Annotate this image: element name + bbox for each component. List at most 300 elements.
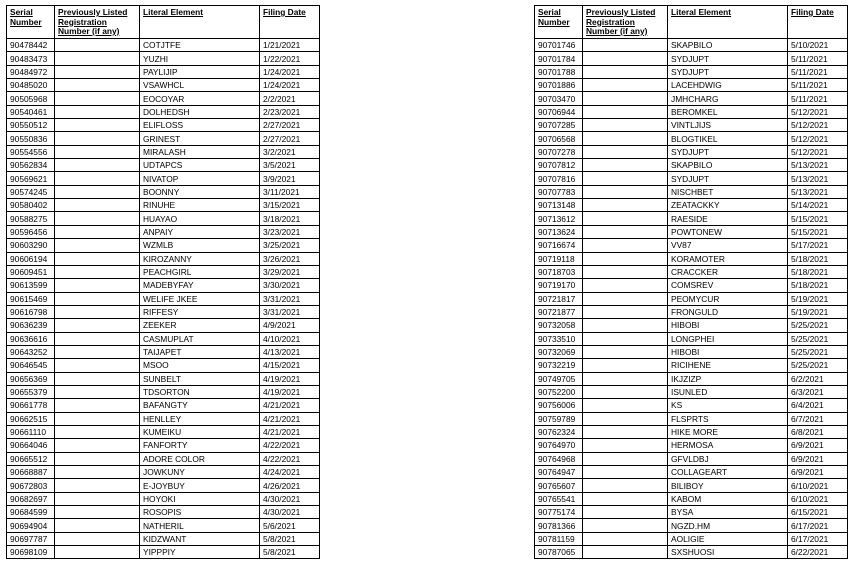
previous-registration-cell xyxy=(583,39,668,52)
literal-element-cell: JOWKUNY xyxy=(140,466,260,479)
previous-registration-cell xyxy=(55,479,140,492)
table-row xyxy=(7,65,320,78)
serial-number-cell: 90764947 xyxy=(535,466,583,479)
literal-element-cell: SYDJUPT xyxy=(668,145,788,158)
left-registration-table xyxy=(6,5,320,559)
table-row xyxy=(535,319,848,332)
previous-registration-cell xyxy=(55,52,140,65)
filing-date-cell: 5/11/2021 xyxy=(788,92,848,105)
filing-date-cell: 4/15/2021 xyxy=(260,359,320,372)
serial-number-cell: 90756006 xyxy=(535,399,583,412)
filing-date-cell: 2/2/2021 xyxy=(260,92,320,105)
table-row xyxy=(7,332,320,345)
literal-element-cell: SYDJUPT xyxy=(668,172,788,185)
serial-number-cell: 90759789 xyxy=(535,412,583,425)
serial-number-cell: 90484972 xyxy=(7,65,55,78)
previous-registration-cell xyxy=(583,479,668,492)
previous-registration-cell xyxy=(583,332,668,345)
literal-element-cell: AOLIGIE xyxy=(668,532,788,545)
table-row xyxy=(7,319,320,332)
filing-date-cell: 6/9/2021 xyxy=(788,452,848,465)
table-row xyxy=(7,225,320,238)
table-row xyxy=(535,92,848,105)
previous-registration-cell xyxy=(55,492,140,505)
literal-element-cell: TAIJAPET xyxy=(140,345,260,358)
literal-element-cell: BEROMKEL xyxy=(668,105,788,118)
literal-element-cell: LONGPHEI xyxy=(668,332,788,345)
filing-date-cell: 3/30/2021 xyxy=(260,279,320,292)
literal-element-cell: SUNBELT xyxy=(140,372,260,385)
literal-element-cell: HIBOBI xyxy=(668,319,788,332)
table-row xyxy=(7,359,320,372)
serial-number-cell: 90682697 xyxy=(7,492,55,505)
serial-number-cell: 90716674 xyxy=(535,239,583,252)
previous-registration-cell xyxy=(583,212,668,225)
literal-element-cell: ZEEKER xyxy=(140,319,260,332)
literal-element-cell: HERMOSA xyxy=(668,439,788,452)
previous-registration-cell xyxy=(55,185,140,198)
literal-element-cell: RINUHE xyxy=(140,199,260,212)
filing-date-cell: 5/25/2021 xyxy=(788,345,848,358)
table-row xyxy=(7,305,320,318)
serial-number-cell: 90701788 xyxy=(535,65,583,78)
serial-number-cell: 90752200 xyxy=(535,385,583,398)
serial-number-cell: 90701784 xyxy=(535,52,583,65)
literal-element-cell: HIBOBI xyxy=(668,345,788,358)
table-row xyxy=(535,466,848,479)
filing-date-cell: 6/15/2021 xyxy=(788,506,848,519)
previous-registration-cell xyxy=(55,305,140,318)
table-row xyxy=(7,252,320,265)
previous-registration-cell xyxy=(583,225,668,238)
previous-registration-cell xyxy=(583,546,668,559)
table-row xyxy=(535,439,848,452)
left-table-body xyxy=(7,39,320,559)
serial-number-cell: 90719170 xyxy=(535,279,583,292)
serial-number-cell: 90749705 xyxy=(535,372,583,385)
literal-element-cell: NIVATOP xyxy=(140,172,260,185)
previous-registration-cell xyxy=(55,39,140,52)
serial-number-cell: 90701886 xyxy=(535,79,583,92)
serial-number-cell: 90713148 xyxy=(535,199,583,212)
filing-date-cell: 2/27/2021 xyxy=(260,119,320,132)
previous-registration-cell xyxy=(583,359,668,372)
table-row xyxy=(7,452,320,465)
serial-number-cell: 90707285 xyxy=(535,119,583,132)
filing-date-cell: 3/29/2021 xyxy=(260,265,320,278)
filing-date-cell: 3/5/2021 xyxy=(260,159,320,172)
literal-element-cell: FANFORTY xyxy=(140,439,260,452)
literal-element-cell: SYDJUPT xyxy=(668,65,788,78)
header-serial-number: Serial Number xyxy=(7,6,55,39)
table-row xyxy=(535,132,848,145)
serial-number-cell: 90665512 xyxy=(7,452,55,465)
table-row xyxy=(535,385,848,398)
literal-element-cell: RIFFESY xyxy=(140,305,260,318)
serial-number-cell: 90707812 xyxy=(535,159,583,172)
serial-number-cell: 90580402 xyxy=(7,199,55,212)
table-row xyxy=(535,52,848,65)
serial-number-cell: 90609451 xyxy=(7,265,55,278)
serial-number-cell: 90707783 xyxy=(535,185,583,198)
header-previous-registration: Previously Listed Registration Number (if any) xyxy=(55,6,140,39)
filing-date-cell: 5/15/2021 xyxy=(788,212,848,225)
header-literal-element: Literal Element xyxy=(140,6,260,39)
previous-registration-cell xyxy=(55,399,140,412)
previous-registration-cell xyxy=(583,532,668,545)
serial-number-cell: 90713612 xyxy=(535,212,583,225)
filing-date-cell: 4/19/2021 xyxy=(260,385,320,398)
filing-date-cell: 4/10/2021 xyxy=(260,332,320,345)
previous-registration-cell xyxy=(583,105,668,118)
serial-number-cell: 90574245 xyxy=(7,185,55,198)
table-row xyxy=(535,492,848,505)
table-row xyxy=(7,345,320,358)
filing-date-cell: 3/9/2021 xyxy=(260,172,320,185)
table-row xyxy=(7,492,320,505)
literal-element-cell: HUAYAO xyxy=(140,212,260,225)
header-row xyxy=(7,6,320,39)
serial-number-cell: 90765541 xyxy=(535,492,583,505)
filing-date-cell: 4/22/2021 xyxy=(260,452,320,465)
filing-date-cell: 5/12/2021 xyxy=(788,132,848,145)
literal-element-cell: KUMEIKU xyxy=(140,425,260,438)
table-row xyxy=(535,345,848,358)
filing-date-cell: 4/19/2021 xyxy=(260,372,320,385)
serial-number-cell: 90616798 xyxy=(7,305,55,318)
filing-date-cell: 5/18/2021 xyxy=(788,252,848,265)
literal-element-cell: VINTLJIJS xyxy=(668,119,788,132)
previous-registration-cell xyxy=(55,519,140,532)
filing-date-cell: 4/21/2021 xyxy=(260,425,320,438)
table-row xyxy=(7,425,320,438)
filing-date-cell: 3/18/2021 xyxy=(260,212,320,225)
previous-registration-cell xyxy=(55,159,140,172)
table-row xyxy=(535,212,848,225)
serial-number-cell: 90615469 xyxy=(7,292,55,305)
literal-element-cell: FLSPRTS xyxy=(668,412,788,425)
table-row xyxy=(7,172,320,185)
filing-date-cell: 5/10/2021 xyxy=(788,39,848,52)
literal-element-cell: SYDJUPT xyxy=(668,52,788,65)
table-row xyxy=(7,546,320,559)
table-row xyxy=(535,119,848,132)
previous-registration-cell xyxy=(55,105,140,118)
table-row xyxy=(7,479,320,492)
literal-element-cell: PEOMYCUR xyxy=(668,292,788,305)
table-row xyxy=(535,225,848,238)
literal-element-cell: GFVLDBJ xyxy=(668,452,788,465)
literal-element-cell: FRONGULD xyxy=(668,305,788,318)
previous-registration-cell xyxy=(583,252,668,265)
filing-date-cell: 3/15/2021 xyxy=(260,199,320,212)
table-row xyxy=(535,546,848,559)
table-row xyxy=(535,506,848,519)
filing-date-cell: 1/21/2021 xyxy=(260,39,320,52)
header-filing-date: Filing Date xyxy=(788,6,848,39)
table-row xyxy=(7,385,320,398)
previous-registration-cell xyxy=(583,305,668,318)
filing-date-cell: 6/10/2021 xyxy=(788,492,848,505)
table-row xyxy=(535,145,848,158)
previous-registration-cell xyxy=(55,452,140,465)
literal-element-cell: KORAMOTER xyxy=(668,252,788,265)
literal-element-cell: KABOM xyxy=(668,492,788,505)
table-row xyxy=(535,252,848,265)
previous-registration-cell xyxy=(55,372,140,385)
previous-registration-cell xyxy=(583,345,668,358)
previous-registration-cell xyxy=(55,265,140,278)
filing-date-cell: 5/11/2021 xyxy=(788,65,848,78)
table-row xyxy=(535,159,848,172)
serial-number-cell: 90613599 xyxy=(7,279,55,292)
filing-date-cell: 6/7/2021 xyxy=(788,412,848,425)
table-row xyxy=(7,372,320,385)
previous-registration-cell xyxy=(583,466,668,479)
literal-element-cell: VV87 xyxy=(668,239,788,252)
literal-element-cell: CRACCKER xyxy=(668,265,788,278)
previous-registration-cell xyxy=(55,199,140,212)
serial-number-cell: 90672803 xyxy=(7,479,55,492)
filing-date-cell: 5/17/2021 xyxy=(788,239,848,252)
table-row xyxy=(7,279,320,292)
previous-registration-cell xyxy=(583,65,668,78)
previous-registration-cell xyxy=(55,92,140,105)
literal-element-cell: SXSHUOSI xyxy=(668,546,788,559)
literal-element-cell: HOYOKI xyxy=(140,492,260,505)
literal-element-cell: RAESIDE xyxy=(668,212,788,225)
filing-date-cell: 6/4/2021 xyxy=(788,399,848,412)
header-literal-element: Literal Element xyxy=(668,6,788,39)
serial-number-cell: 90764968 xyxy=(535,452,583,465)
table-row xyxy=(535,532,848,545)
literal-element-cell: ELIFLOSS xyxy=(140,119,260,132)
table-row xyxy=(535,199,848,212)
filing-date-cell: 3/2/2021 xyxy=(260,145,320,158)
literal-element-cell: IKJZIZP xyxy=(668,372,788,385)
literal-element-cell: NISCHBET xyxy=(668,185,788,198)
filing-date-cell: 4/30/2021 xyxy=(260,506,320,519)
literal-element-cell: NATHERIL xyxy=(140,519,260,532)
previous-registration-cell xyxy=(583,425,668,438)
table-row xyxy=(7,159,320,172)
previous-registration-cell xyxy=(583,399,668,412)
serial-number-cell: 90781366 xyxy=(535,519,583,532)
filing-date-cell: 4/30/2021 xyxy=(260,492,320,505)
previous-registration-cell xyxy=(55,532,140,545)
serial-number-cell: 90596456 xyxy=(7,225,55,238)
previous-registration-cell xyxy=(583,519,668,532)
filing-date-cell: 5/11/2021 xyxy=(788,52,848,65)
filing-date-cell: 6/10/2021 xyxy=(788,479,848,492)
serial-number-cell: 90656369 xyxy=(7,372,55,385)
previous-registration-cell xyxy=(583,319,668,332)
filing-date-cell: 5/8/2021 xyxy=(260,532,320,545)
literal-element-cell: BILIBOY xyxy=(668,479,788,492)
previous-registration-cell xyxy=(55,79,140,92)
table-row xyxy=(535,79,848,92)
literal-element-cell: GRINEST xyxy=(140,132,260,145)
literal-element-cell: E-JOYBUY xyxy=(140,479,260,492)
serial-number-cell: 90562834 xyxy=(7,159,55,172)
filing-date-cell: 1/24/2021 xyxy=(260,65,320,78)
table-row xyxy=(535,305,848,318)
table-row xyxy=(535,172,848,185)
table-row xyxy=(535,425,848,438)
previous-registration-cell xyxy=(583,452,668,465)
literal-element-cell: WZMLB xyxy=(140,239,260,252)
serial-number-cell: 90664046 xyxy=(7,439,55,452)
literal-element-cell: PAYLIJIP xyxy=(140,65,260,78)
filing-date-cell: 3/11/2021 xyxy=(260,185,320,198)
filing-date-cell: 4/9/2021 xyxy=(260,319,320,332)
serial-number-cell: 90781159 xyxy=(535,532,583,545)
serial-number-cell: 90707816 xyxy=(535,172,583,185)
serial-number-cell: 90721877 xyxy=(535,305,583,318)
literal-element-cell: COLLAGEART xyxy=(668,466,788,479)
filing-date-cell: 3/26/2021 xyxy=(260,252,320,265)
serial-number-cell: 90762324 xyxy=(535,425,583,438)
literal-element-cell: POWTONEW xyxy=(668,225,788,238)
filing-date-cell: 6/9/2021 xyxy=(788,466,848,479)
filing-date-cell: 5/15/2021 xyxy=(788,225,848,238)
table-row xyxy=(535,412,848,425)
previous-registration-cell xyxy=(55,65,140,78)
previous-registration-cell xyxy=(583,199,668,212)
previous-registration-cell xyxy=(583,79,668,92)
serial-number-cell: 90775174 xyxy=(535,506,583,519)
filing-date-cell: 4/21/2021 xyxy=(260,412,320,425)
filing-date-cell: 5/19/2021 xyxy=(788,292,848,305)
header-serial-number: Serial Number xyxy=(535,6,583,39)
filing-date-cell: 4/24/2021 xyxy=(260,466,320,479)
serial-number-cell: 90764970 xyxy=(535,439,583,452)
filing-date-cell: 5/25/2021 xyxy=(788,359,848,372)
filing-date-cell: 6/17/2021 xyxy=(788,519,848,532)
serial-number-cell: 90655379 xyxy=(7,385,55,398)
previous-registration-cell xyxy=(55,332,140,345)
previous-registration-cell xyxy=(55,145,140,158)
table-row xyxy=(7,39,320,52)
filing-date-cell: 5/12/2021 xyxy=(788,145,848,158)
serial-number-cell: 90721817 xyxy=(535,292,583,305)
filing-date-cell: 3/23/2021 xyxy=(260,225,320,238)
previous-registration-cell xyxy=(55,466,140,479)
previous-registration-cell xyxy=(55,546,140,559)
literal-element-cell: DOLHEDSH xyxy=(140,105,260,118)
literal-element-cell: BYSA xyxy=(668,506,788,519)
previous-registration-cell xyxy=(55,212,140,225)
filing-date-cell: 5/11/2021 xyxy=(788,79,848,92)
table-row xyxy=(7,412,320,425)
table-row xyxy=(7,212,320,225)
serial-number-cell: 90733510 xyxy=(535,332,583,345)
right-table-body xyxy=(535,39,848,559)
filing-date-cell: 5/6/2021 xyxy=(260,519,320,532)
literal-element-cell: KS xyxy=(668,399,788,412)
serial-number-cell: 90661110 xyxy=(7,425,55,438)
previous-registration-cell xyxy=(583,132,668,145)
table-row xyxy=(535,452,848,465)
serial-number-cell: 90588275 xyxy=(7,212,55,225)
header-previous-registration: Previously Listed Registration Number (if any) xyxy=(583,6,668,39)
table-row xyxy=(535,39,848,52)
filing-date-cell: 5/25/2021 xyxy=(788,332,848,345)
literal-element-cell: VSAWHCL xyxy=(140,79,260,92)
serial-number-cell: 90485020 xyxy=(7,79,55,92)
previous-registration-cell xyxy=(55,385,140,398)
serial-number-cell: 90713624 xyxy=(535,225,583,238)
serial-number-cell: 90697787 xyxy=(7,532,55,545)
filing-date-cell: 5/18/2021 xyxy=(788,279,848,292)
serial-number-cell: 90540461 xyxy=(7,105,55,118)
table-row xyxy=(535,105,848,118)
serial-number-cell: 90706568 xyxy=(535,132,583,145)
literal-element-cell: MADEBYFAY xyxy=(140,279,260,292)
literal-element-cell: KIDZWANT xyxy=(140,532,260,545)
filing-date-cell: 5/18/2021 xyxy=(788,265,848,278)
previous-registration-cell xyxy=(583,439,668,452)
filing-date-cell: 5/13/2021 xyxy=(788,159,848,172)
previous-registration-cell xyxy=(583,239,668,252)
table-row xyxy=(7,439,320,452)
literal-element-cell: WELIFE JKEE xyxy=(140,292,260,305)
table-row xyxy=(7,132,320,145)
serial-number-cell: 90707278 xyxy=(535,145,583,158)
previous-registration-cell xyxy=(55,119,140,132)
serial-number-cell: 90732219 xyxy=(535,359,583,372)
filing-date-cell: 5/8/2021 xyxy=(260,546,320,559)
filing-date-cell: 5/19/2021 xyxy=(788,305,848,318)
literal-element-cell: EOCOYAR xyxy=(140,92,260,105)
filing-date-cell: 6/9/2021 xyxy=(788,439,848,452)
literal-element-cell: RICIHENE xyxy=(668,359,788,372)
previous-registration-cell xyxy=(583,145,668,158)
serial-number-cell: 90703470 xyxy=(535,92,583,105)
table-row xyxy=(535,359,848,372)
previous-registration-cell xyxy=(583,412,668,425)
serial-number-cell: 90719118 xyxy=(535,252,583,265)
table-row xyxy=(7,185,320,198)
serial-number-cell: 90550836 xyxy=(7,132,55,145)
serial-number-cell: 90787065 xyxy=(535,546,583,559)
previous-registration-cell xyxy=(583,92,668,105)
serial-number-cell: 90706944 xyxy=(535,105,583,118)
serial-number-cell: 90636616 xyxy=(7,332,55,345)
table-row xyxy=(7,466,320,479)
serial-number-cell: 90661778 xyxy=(7,399,55,412)
previous-registration-cell xyxy=(583,265,668,278)
filing-date-cell: 3/31/2021 xyxy=(260,305,320,318)
filing-date-cell: 4/22/2021 xyxy=(260,439,320,452)
literal-element-cell: SKAPBILO xyxy=(668,39,788,52)
previous-registration-cell xyxy=(583,279,668,292)
previous-registration-cell xyxy=(55,345,140,358)
table-row xyxy=(7,105,320,118)
table-row xyxy=(535,332,848,345)
previous-registration-cell xyxy=(583,492,668,505)
previous-registration-cell xyxy=(55,239,140,252)
literal-element-cell: PEACHGIRL xyxy=(140,265,260,278)
serial-number-cell: 90694904 xyxy=(7,519,55,532)
filing-date-cell: 1/24/2021 xyxy=(260,79,320,92)
table-row xyxy=(7,265,320,278)
table-row xyxy=(535,239,848,252)
literal-element-cell: ROSOPIS xyxy=(140,506,260,519)
table-row xyxy=(535,372,848,385)
literal-element-cell: MSOO xyxy=(140,359,260,372)
serial-number-cell: 90550512 xyxy=(7,119,55,132)
